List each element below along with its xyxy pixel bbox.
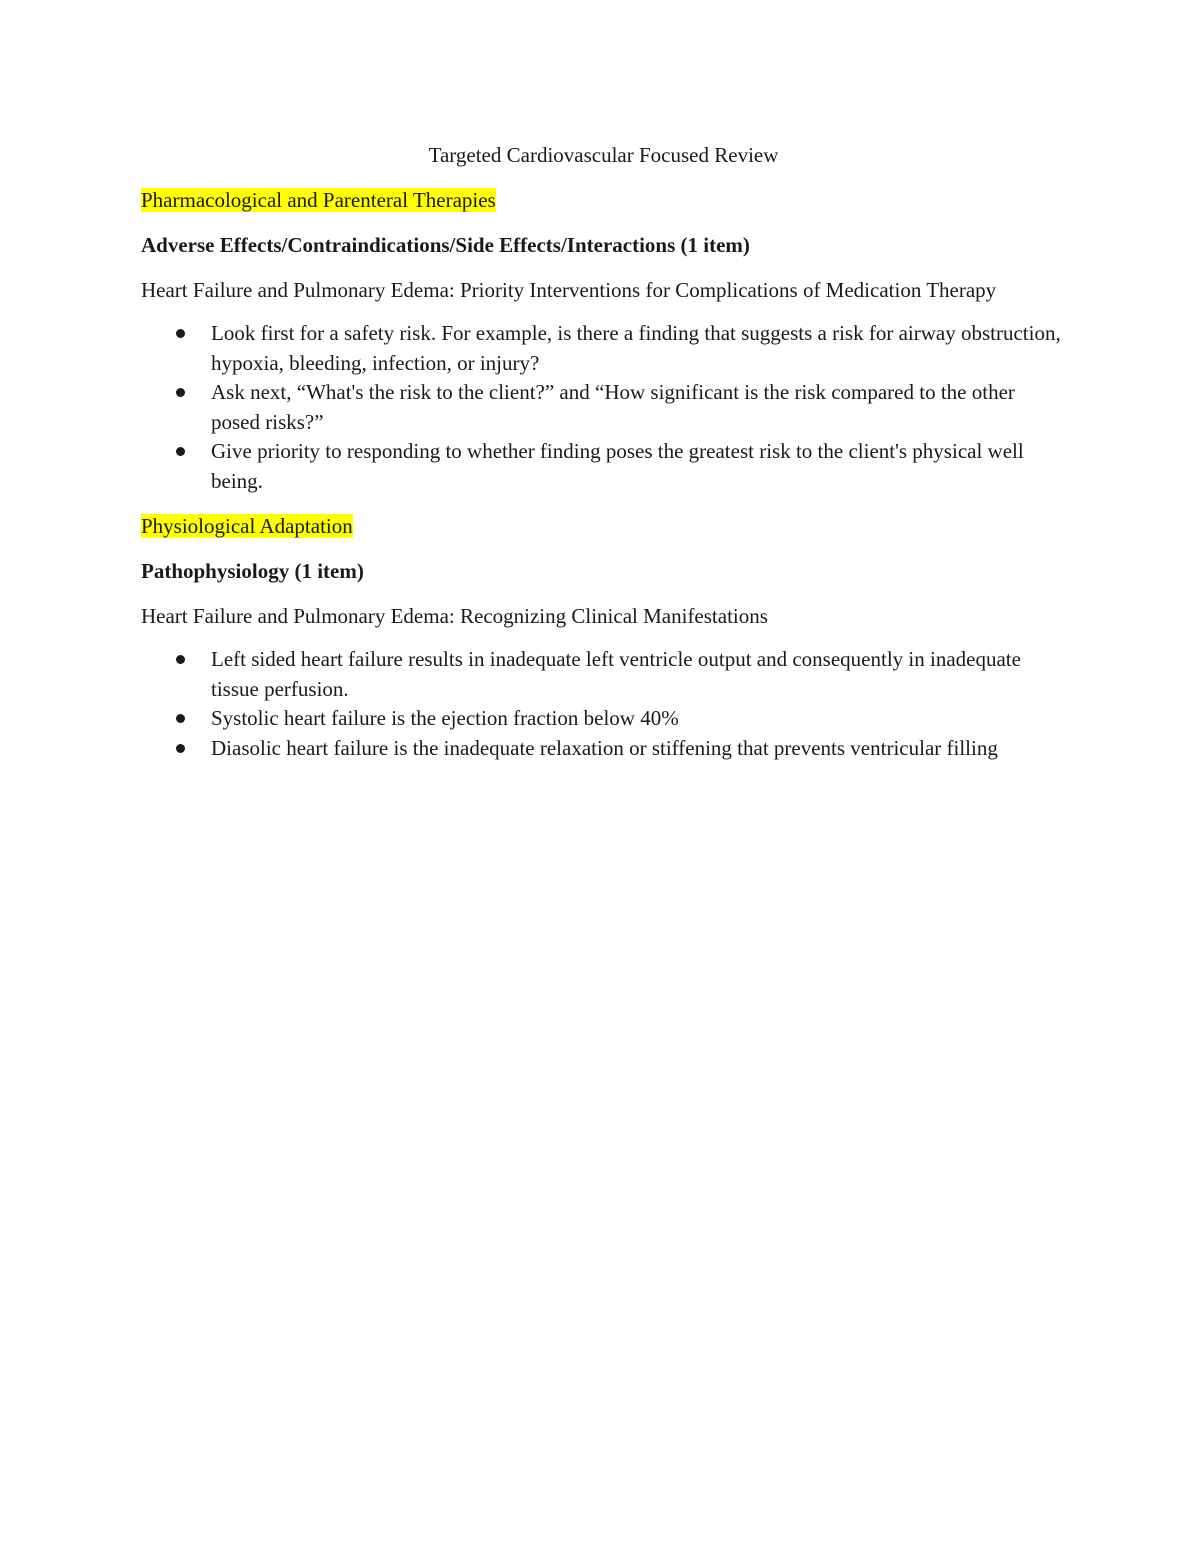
document-body	[141, 140, 1066, 778]
bullet-icon	[176, 714, 185, 723]
bullet-icon	[176, 744, 185, 753]
highlighted-text: Pharmacological and Parenteral Therapies	[141, 188, 496, 212]
list-item-text: Diasolic heart failure is the inadequate relaxation or stiffening that prevents ventricular filling	[211, 735, 998, 760]
list-item-text: Give priority to responding to whether finding poses the greatest risk to the client's physical well being.	[211, 439, 1024, 493]
list-item	[141, 645, 1066, 704]
highlighted-text: Physiological Adaptation	[141, 514, 353, 538]
list-item-text: Left sided heart failure results in inadequate left ventricle output and consequently in inadequate tissue perfusion.	[211, 647, 1021, 701]
topic-clinical-manifestations: Heart Failure and Pulmonary Edema: Recognizing Clinical Manifestations	[141, 604, 768, 628]
bullet-list	[141, 319, 1066, 496]
list-item-text: Ask next, “What's the risk to the client?” and “How significant is the risk compared to the other posed risks?”	[211, 380, 1015, 434]
list-item	[141, 319, 1066, 378]
list-item-text: Look first for a safety risk. For example, is there a finding that suggests a risk for airway obstruction, hypoxia, bleeding, infection, or injury?	[211, 321, 1061, 375]
subheading-pathophysiology: Pathophysiology (1 item)	[141, 559, 364, 583]
list-item-text: Systolic heart failure is the ejection fraction below 40%	[211, 706, 679, 730]
bullet-icon	[176, 655, 185, 664]
list-item	[141, 734, 1066, 764]
bullet-icon	[176, 447, 185, 456]
bullet-list	[141, 645, 1066, 763]
subheading-adverse-effects: Adverse Effects/Contraindications/Side Effects/Interactions (1 item)	[141, 233, 750, 257]
section-heading-physiological	[141, 511, 1066, 541]
bullet-icon	[176, 329, 185, 338]
document-title: Targeted Cardiovascular Focused Review	[428, 143, 779, 167]
section-heading-pharmacological	[141, 185, 1066, 215]
list-item	[141, 704, 1066, 734]
list-item	[141, 378, 1066, 437]
bullet-icon	[176, 388, 185, 397]
topic-priority-interventions: Heart Failure and Pulmonary Edema: Priority Interventions for Complications of Medication Therapy	[141, 278, 997, 302]
list-item	[141, 437, 1066, 496]
